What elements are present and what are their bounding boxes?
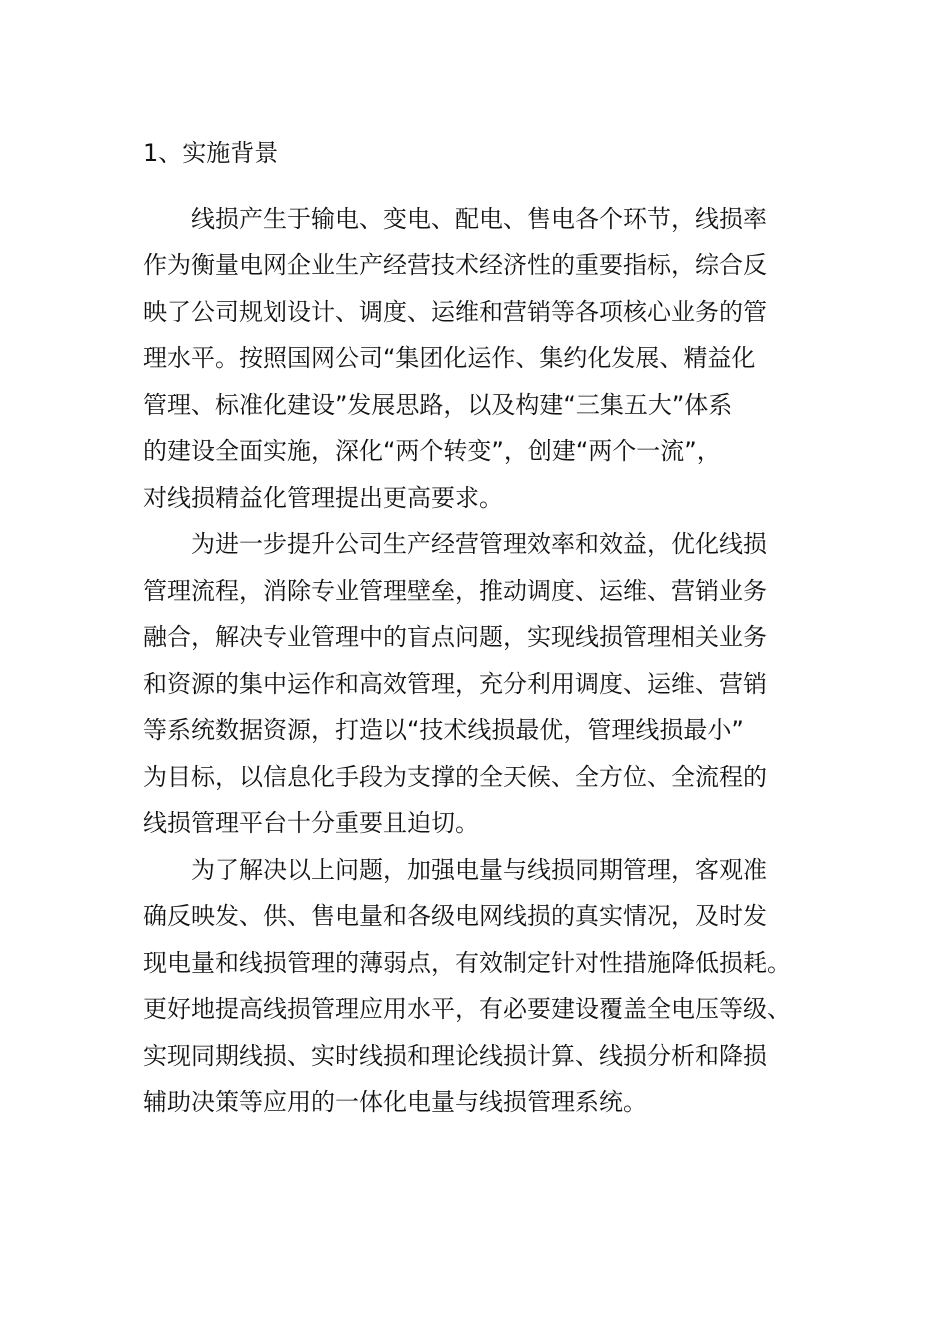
paragraph-1-line-3: 映了公司规划设计、调度、运维和营销等各项核心业务的管 — [143, 298, 767, 326]
paragraph-1-line-4: 理水平。按照国网公司“集团化运作、集约化发展、精益化 — [143, 344, 756, 372]
paragraph-2-line-1: 为进一步提升公司生产经营管理效率和效益，优化线损 — [191, 530, 767, 558]
paragraph-3-line-6: 辅助决策等应用的一体化电量与线损管理系统。 — [143, 1088, 647, 1116]
paragraph-2-line-7: 线损管理平台十分重要且迫切。 — [143, 809, 479, 837]
paragraph-1-line-5: 管理、标准化建设”发展思路，以及构建“三集五大”体系 — [143, 391, 733, 419]
paragraph-1-line-7: 对线损精益化管理提出更高要求。 — [143, 484, 503, 512]
paragraph-2-line-2: 管理流程，消除专业管理壁垒，推动调度、运维、营销业务 — [143, 577, 767, 605]
paragraph-2-line-6: 为目标，以信息化手段为支撑的全天候、全方位、全流程的 — [143, 763, 767, 791]
paragraph-3-line-4: 更好地提高线损管理应用水平，有必要建设覆盖全电压等级、 — [143, 995, 791, 1023]
section-heading: 1、实施背景 — [143, 139, 279, 167]
paragraph-3-line-1: 为了解决以上问题，加强电量与线损同期管理，客观准 — [191, 856, 767, 884]
paragraph-1-line-6: 的建设全面实施，深化“两个转变”，创建“两个一流”， — [143, 437, 721, 465]
paragraph-1-line-2: 作为衡量电网企业生产经营技术经济性的重要指标，综合反 — [143, 251, 767, 279]
paragraph-2-line-3: 融合，解决专业管理中的盲点问题，实现线损管理相关业务 — [143, 623, 767, 651]
paragraph-2-line-4: 和资源的集中运作和高效管理，充分利用调度、运维、营销 — [143, 670, 767, 698]
paragraph-3-line-3: 现电量和线损管理的薄弱点，有效制定针对性措施降低损耗。 — [143, 949, 791, 977]
paragraph-2-line-5: 等系统数据资源，打造以“技术线损最优，管理线损最小” — [143, 716, 744, 744]
paragraph-3-line-2: 确反映发、供、售电量和各级电网线损的真实情况，及时发 — [143, 902, 767, 930]
paragraph-1-line-1: 线损产生于输电、变电、配电、售电各个环节，线损率 — [191, 205, 767, 233]
paragraph-3-line-5: 实现同期线损、实时线损和理论线损计算、线损分析和降损 — [143, 1042, 767, 1070]
